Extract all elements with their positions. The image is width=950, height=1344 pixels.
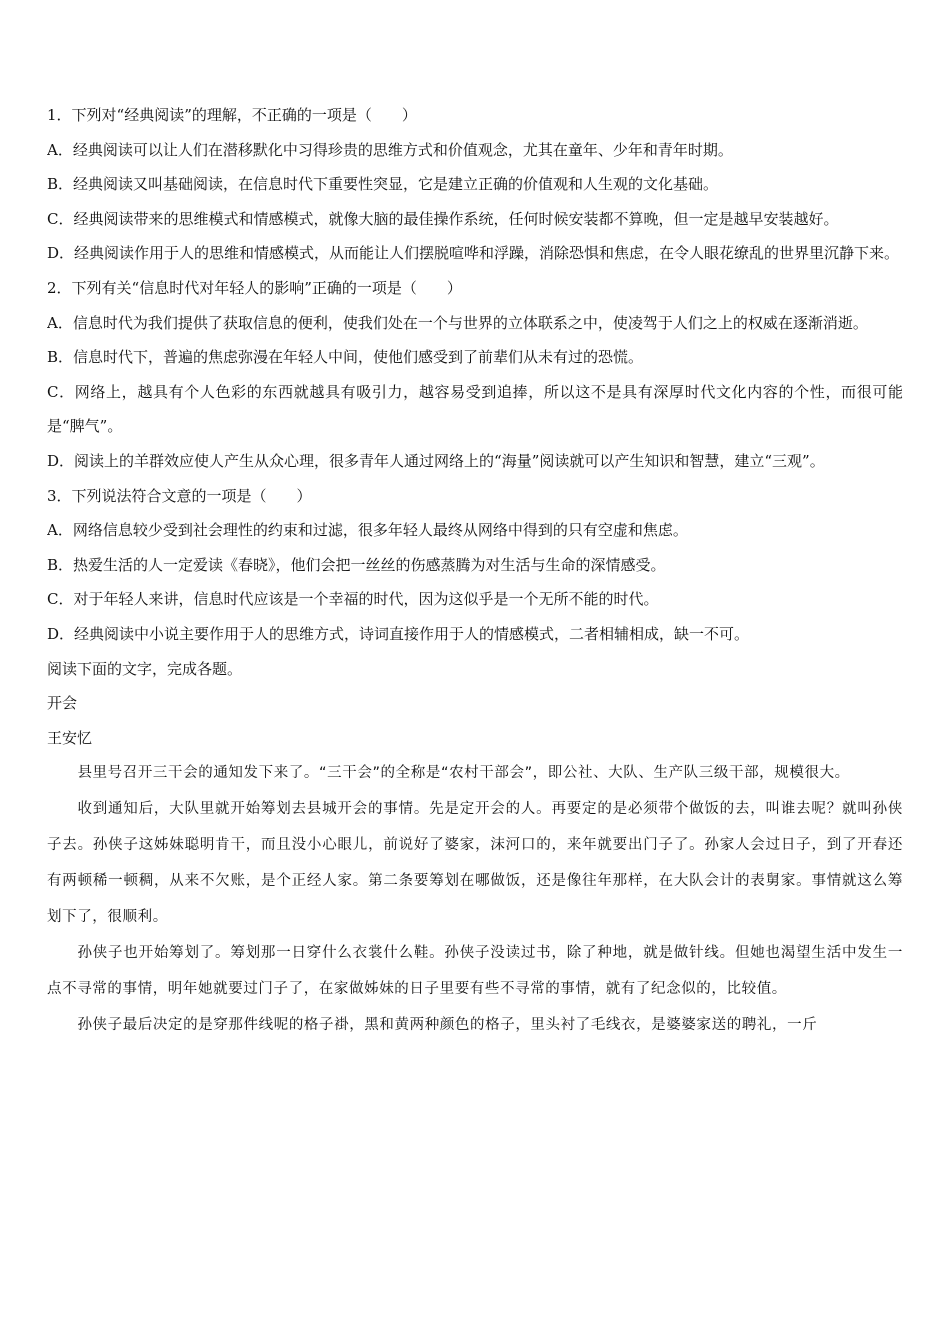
question-1-option-a: A．经典阅读可以让人们在潜移默化中习得珍贵的思维方式和价值观念，尤其在童年、少年和青年时期。 — [47, 140, 733, 159]
question-1-option-c: C．经典阅读带来的思维模式和情感模式，就像大脑的最佳操作系统，任何时候安装都不算晚，但一定是越早安装越好。 — [47, 209, 839, 228]
story-paragraph-1: 县里号召开三干会的通知发下来了。“三干会”的全称是“农村干部会”，即公社、大队、生产队三级干部，规模很大。 — [77, 765, 850, 782]
question-2-option-c: C．网络上，越具有个人色彩的东西就越具有吸引力，越容易受到追捧，所以这不是具有深厚时代文化内容的个性，而很可能是“脾气”。 — [47, 382, 903, 436]
story-author: 王安忆 — [47, 728, 93, 747]
question-2-option-b: B．信息时代下，普遍的焦虑弥漫在年轻人中间，使他们感受到了前辈们从未有过的恐慌。 — [47, 348, 644, 367]
question-3-option-a: A．网络信息较少受到社会理性的约束和过滤，很多年轻人最终从网络中得到的只有空虚和焦虑。 — [47, 521, 688, 540]
document-page — [47, 98, 903, 1043]
question-2-option-a: A．信息时代为我们提供了获取信息的便利，使我们处在一个与世界的立体联系之中，使凌驾于人们之上的权威在逐渐消逝。 — [47, 313, 868, 332]
question-1-option-d: D．经典阅读作用于人的思维和情感模式，从而能让人们摆脱喧哗和浮躁，消除恐惧和焦虑，在令人眼花缭乱的世界里沉静下来。 — [47, 244, 900, 263]
question-3-option-b: B．热爱生活的人一定爱读《春晓》，他们会把一丝丝的伤感蒸腾为对生活与生命的深情感受。 — [47, 555, 666, 574]
question-2-option-d: D．阅读上的羊群效应使人产生从众心理，很多青年人通过网络上的“海量”阅读就可以产生知识和智慧，建立“三观”。 — [47, 451, 825, 470]
question-3-option-d: D．经典阅读中小说主要作用于人的思维方式，诗词直接作用于人的情感模式，二者相辅相成，缺一不可。 — [47, 624, 750, 643]
question-3-stem: 3．下列说法符合文意的一项是（ ） — [47, 486, 312, 505]
reading-instruction: 阅读下面的文字，完成各题。 — [47, 659, 243, 678]
story-paragraph-2: 收到通知后，大队里就开始筹划去县城开会的事情。先是定开会的人。再要定的是必须带个做饭的去，叫谁去呢？就叫孙侠子去。孙侠子这姊妹聪明肯干，而且没小心眼儿，前说好了婆家，沫河口的，来年就要出门子了。孙家人会过日子，到了开春还有两顿稀一顿稠，从来不欠账，是个正经人家。第二条要筹划在哪做饭，还是像往年那样，在大队会计的表舅家。事情就这么筹划下了，很顺利。 — [47, 801, 903, 926]
question-3-option-c: C．对于年轻人来讲，信息时代应该是一个幸福的时代，因为这似乎是一个无所不能的时代。 — [47, 590, 659, 609]
question-1-stem: 1．下列对“经典阅读”的理解，不正确的一项是（ ） — [47, 106, 417, 124]
question-2-stem: 2．下列有关“信息时代对年轻人的影响”正确的一项是（ ） — [47, 278, 462, 297]
story-paragraph-3: 孙侠子也开始筹划了。筹划那一日穿什么衣裳什么鞋。孙侠子没读过书，除了种地，就是做针线。但她也渴望生活中发生一点不寻常的事情，明年她就要过门子了，在家做姊妹的日子里要有些不寻常的事情，就有了纪念似的，比较值。 — [47, 945, 903, 998]
story-paragraph-4: 孙侠子最后决定的是穿那件线呢的格子褂，黑和黄两种颜色的格子，里头衬了毛线衣，是婆婆家送的聘礼，一斤 — [77, 1017, 818, 1034]
question-1-option-b: B．经典阅读又叫基础阅读，在信息时代下重要性突显，它是建立正确的价值观和人生观的文化基础。 — [47, 175, 719, 194]
story-title: 开会 — [47, 694, 78, 713]
